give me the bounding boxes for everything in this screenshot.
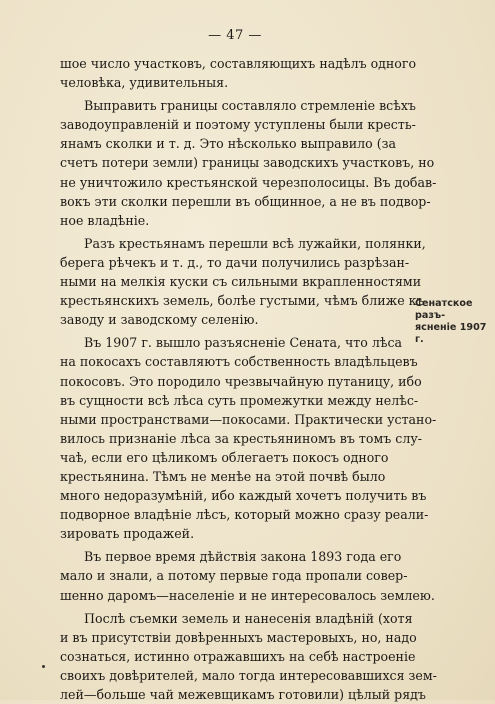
- text-line: крестьянскихъ земель, болѣе густыми, чѣмъ ближе къ: [60, 293, 425, 309]
- text-line: Выправить границы составляло стремленіе всѣхъ: [84, 98, 416, 114]
- text-line: ными пространствами—покосами. Практически устано-: [60, 411, 437, 427]
- text-line: лей—больше чай межевщикамъ готовили) цѣлый рядъ: [60, 687, 426, 702]
- text-line: сознаться, истинно отражавшихъ на себѣ настроеніе: [60, 648, 416, 664]
- body-text: [60, 54, 437, 704]
- margin-note-line: Сенатское разъ-: [415, 298, 473, 321]
- text-line: счетъ потери земли) границы заводскихъ участковъ, но: [60, 155, 435, 171]
- text-line: заводу и заводскому селенію.: [60, 312, 259, 328]
- paragraph: [60, 234, 426, 329]
- text-line: чаѣ, если его цѣликомъ облегаетъ покосъ одного: [60, 449, 389, 465]
- text-line: ными на мелкія куски съ сильными вкрапленностями: [60, 274, 422, 290]
- text-line: человѣка, удивительныя.: [60, 75, 229, 91]
- text-line: заводоуправленій и поэтому уступлены были кресть-: [60, 117, 416, 133]
- text-line: много недоразумѣній, ибо каждый хочетъ получить въ: [60, 488, 427, 504]
- text-line: ное владѣніе.: [60, 212, 150, 228]
- paragraph: [60, 609, 437, 704]
- paragraph: [60, 547, 435, 604]
- text-line: зировать продажей.: [60, 526, 195, 542]
- text-line: на покосахъ составляютъ собственность владѣльцевъ: [60, 354, 418, 370]
- text-line: крестьянина. Тѣмъ не менѣе на этой почвѣ было: [60, 468, 386, 484]
- margin-note-line: ясненіе 1907 г.: [415, 322, 487, 345]
- text-line: мало и знали, а потому первые года пропали совер-: [60, 568, 408, 584]
- text-line: Послѣ съемки земель и нанесенія владѣній (хотя: [84, 610, 413, 626]
- page-number: — 47 —: [208, 28, 262, 43]
- text-line: своихъ довѣрителей, мало тогда интересовавшихся зем-: [60, 667, 437, 683]
- text-line: покосовъ. Это породило чрезвычайную путаницу, ибо: [60, 373, 422, 389]
- text-line: не уничтожило крестьянской черезполосицы. Въ добав-: [60, 174, 437, 190]
- text-line: въ сущности всѣ лѣса суть промежутки между нелѣс-: [60, 392, 419, 408]
- text-line: берега рѣчекъ и т. д., то дачи получились разрѣзан-: [60, 254, 410, 270]
- text-line: и въ присутствіи довѣренныхъ мастеровыхъ, но, надо: [60, 629, 417, 645]
- text-line: Въ 1907 г. вышло разъясненіе Сената, что лѣса: [84, 335, 403, 351]
- text-line: вокъ эти сколки перешли въ общинное, а не въ подвор-: [60, 193, 431, 209]
- text-line: подворное владѣніе лѣсъ, который можно сразу реали-: [60, 507, 429, 523]
- text-line: вилось признаніе лѣса за крестьяниномъ въ томъ слу-: [60, 430, 422, 446]
- paper-speck: [42, 665, 45, 668]
- paragraph: [60, 54, 417, 92]
- text-line: шое число участковъ, составляющихъ надѣлъ одного: [60, 56, 417, 71]
- text-line: Въ первое время дѣйствія закона 1893 года его: [84, 549, 402, 565]
- paragraph: [60, 96, 437, 230]
- text-line: Разъ крестьянамъ перешли всѣ лужайки, полянки,: [84, 235, 426, 251]
- text-line: янамъ сколки и т. д. Это нѣсколько выправило (за: [60, 136, 396, 152]
- paragraph: [60, 333, 437, 543]
- text-line: шенно даромъ—населеніе и не интересовалось землею.: [60, 587, 435, 603]
- margin-note: [415, 298, 495, 346]
